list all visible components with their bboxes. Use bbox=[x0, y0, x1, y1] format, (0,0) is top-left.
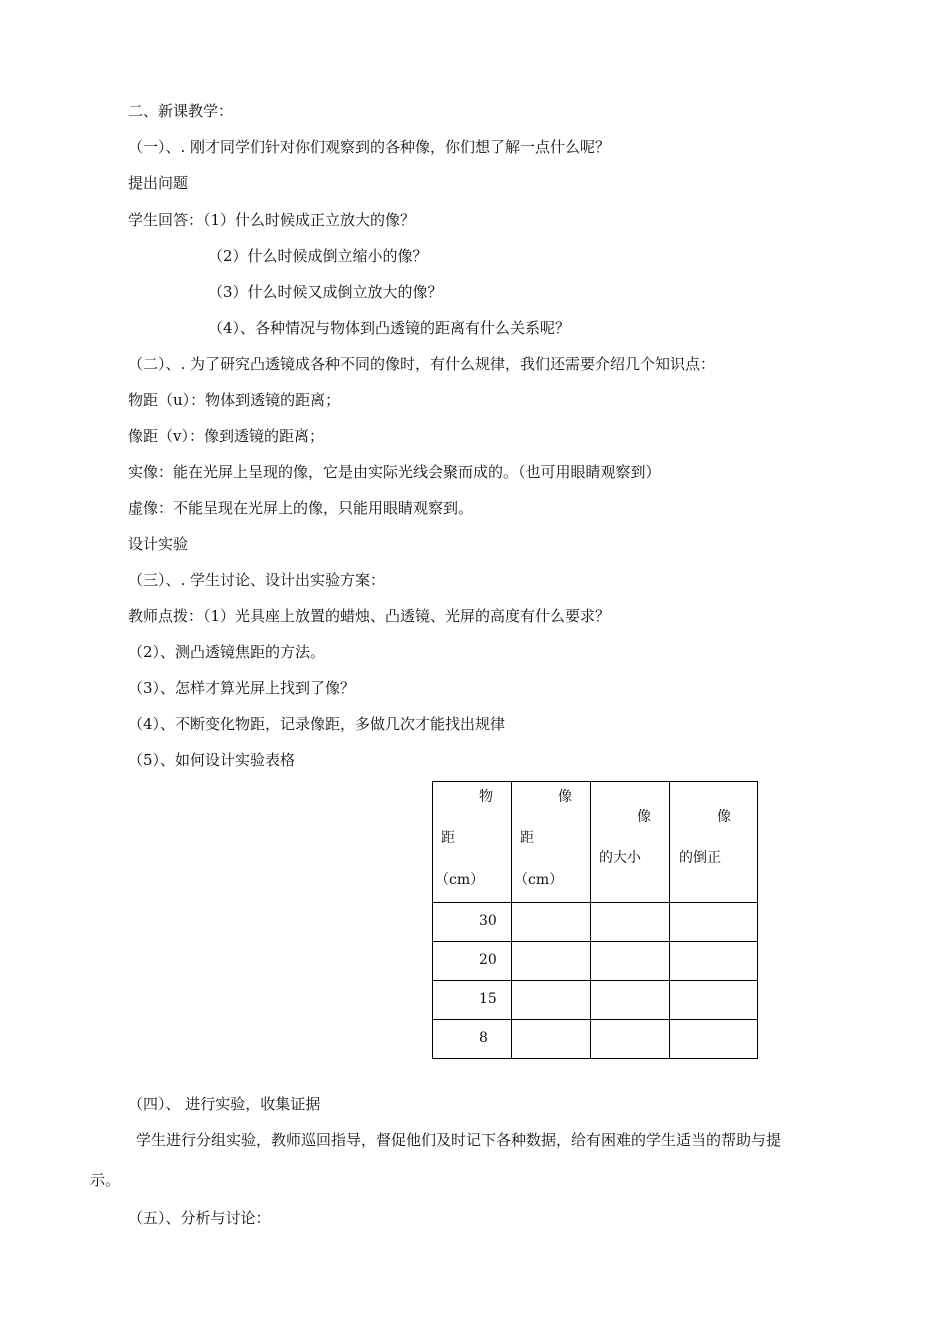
answer-3: （3）什么时候又成倒立放大的像？ bbox=[208, 283, 443, 301]
header-image-distance-line2: 距 bbox=[520, 830, 534, 846]
table-row bbox=[433, 1020, 758, 1059]
cell-empty bbox=[591, 981, 670, 1020]
header-image-size-line1: 像 bbox=[637, 809, 651, 825]
definition-object-distance: 物距（u）：物体到透镜的距离； bbox=[128, 391, 341, 409]
cell-empty bbox=[591, 942, 670, 981]
cell-empty bbox=[512, 942, 591, 981]
part4-heading: （四）、 进行实验，收集证据 bbox=[128, 1095, 321, 1113]
part3-heading: （三）、. 学生讨论、设计出实验方案： bbox=[128, 571, 386, 589]
cell-empty bbox=[512, 1020, 591, 1059]
cell-empty bbox=[670, 942, 758, 981]
point-2: （2）、测凸透镜焦距的方法。 bbox=[128, 643, 326, 661]
point-3: （3）、怎样才算光屏上找到了像？ bbox=[128, 679, 356, 697]
cell-value: 8 bbox=[479, 1030, 488, 1046]
part4-body-line1: 学生进行分组实验，教师巡回指导，督促他们及时记下各种数据，给有困难的学生适当的帮助与提 bbox=[136, 1131, 782, 1149]
cell-object-distance bbox=[433, 903, 512, 942]
point-1: 教师点拨：（1）光具座上放置的蜡烛、凸透镜、光屏的高度有什么要求？ bbox=[128, 607, 611, 625]
header-image-distance bbox=[512, 782, 591, 903]
cell-empty bbox=[591, 1020, 670, 1059]
part4-body-line2: 示。 bbox=[90, 1171, 121, 1189]
table-row bbox=[433, 903, 758, 942]
part2-subhead: 设计实验 bbox=[128, 535, 189, 553]
cell-object-distance bbox=[433, 942, 512, 981]
part2-heading: （二）、. 为了研究凸透镜成各种不同的像时，有什么规律，我们还需要介绍几个知识点： bbox=[128, 355, 716, 373]
part5-heading: （五）、分析与讨论： bbox=[128, 1209, 271, 1227]
cell-object-distance bbox=[433, 1020, 512, 1059]
header-image-distance-unit: （cm） bbox=[514, 872, 564, 888]
header-image-orientation bbox=[670, 782, 758, 903]
point-4: （4）、不断变化物距，记录像距，多做几次才能找出规律 bbox=[128, 715, 506, 733]
header-image-distance-line1: 像 bbox=[558, 789, 572, 805]
header-image-size bbox=[591, 782, 670, 903]
cell-empty bbox=[670, 903, 758, 942]
definition-image-distance: 像距（v）：像到透镜的距离； bbox=[128, 427, 324, 445]
header-image-orientation-line2: 的倒正 bbox=[679, 850, 721, 866]
header-image-orientation-line1: 像 bbox=[717, 809, 731, 825]
cell-value: 15 bbox=[479, 991, 497, 1007]
cell-value: 20 bbox=[479, 952, 497, 968]
cell-object-distance bbox=[433, 981, 512, 1020]
table-row bbox=[433, 981, 758, 1020]
header-object-distance-line2: 距 bbox=[441, 830, 455, 846]
cell-empty bbox=[591, 903, 670, 942]
cell-empty bbox=[512, 903, 591, 942]
section-title: 二、新课教学： bbox=[128, 102, 234, 120]
definition-virtual-image: 虚像：不能呈现在光屏上的像，只能用眼睛观察到。 bbox=[128, 499, 474, 517]
answer-4: （4）、各种情况与物体到凸透镜的距离有什么关系呢？ bbox=[208, 319, 571, 337]
experiment-table bbox=[432, 781, 758, 1059]
answer-2: （2）什么时候成倒立缩小的像？ bbox=[208, 247, 428, 265]
cell-empty bbox=[670, 981, 758, 1020]
header-object-distance-line1: 物 bbox=[479, 789, 493, 805]
cell-empty bbox=[512, 981, 591, 1020]
part1-subhead: 提出问题 bbox=[128, 174, 189, 192]
cell-empty bbox=[670, 1020, 758, 1059]
cell-value: 30 bbox=[479, 913, 497, 929]
header-object-distance bbox=[433, 782, 512, 903]
table-row bbox=[433, 942, 758, 981]
table-header-row bbox=[433, 782, 758, 903]
header-image-size-line2: 的大小 bbox=[599, 850, 641, 866]
point-5: （5）、如何设计实验表格 bbox=[128, 751, 296, 769]
part1-heading: （一）、. 刚才同学们针对你们观察到的各种像，你们想了解一点什么呢？ bbox=[128, 138, 611, 156]
answer-1: 学生回答：（1）什么时候成正立放大的像？ bbox=[128, 211, 416, 229]
header-object-distance-unit: （cm） bbox=[435, 872, 485, 888]
definition-real-image: 实像：能在光屏上呈现的像，它是由实际光线会聚而成的。（也可用眼睛观察到） bbox=[128, 463, 661, 481]
